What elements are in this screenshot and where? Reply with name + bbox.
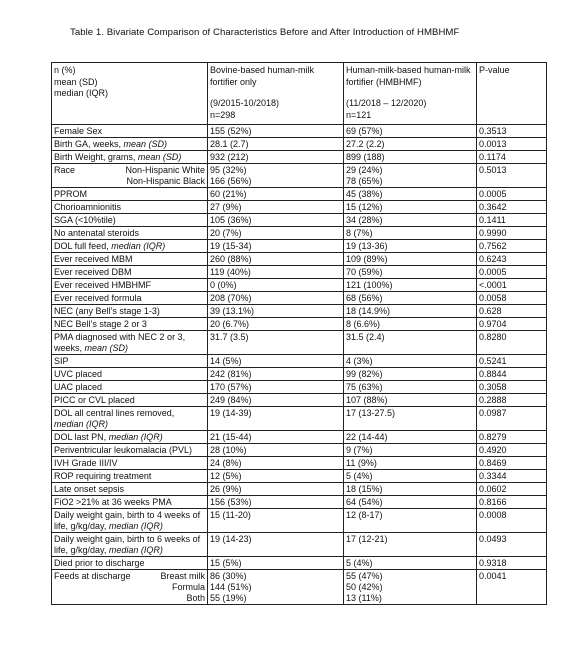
table-row	[52, 496, 547, 509]
hmbhmf-value-cell	[344, 151, 477, 164]
p-value-cell: 0.3344	[477, 470, 547, 483]
hmbhmf-value-cell	[344, 394, 477, 407]
p-value-cell: 0.3513	[477, 125, 547, 138]
table-row	[52, 509, 547, 533]
table-row	[52, 266, 547, 279]
hmbhmf-value-cell	[344, 318, 477, 331]
hmbhmf-value: 5 (4%)	[346, 471, 373, 481]
hmbhmf-value: 31.5 (2.4)	[346, 332, 385, 342]
row-label: Birth GA, weeks,	[54, 139, 124, 149]
bovine-value: 0 (0%)	[210, 280, 237, 290]
row-label: SGA (<10%tile)	[54, 215, 116, 225]
header-p-value: P-value	[477, 63, 547, 125]
row-label-cell	[52, 201, 208, 214]
bovine-value-cell	[208, 318, 344, 331]
bovine-value-cell	[208, 444, 344, 457]
bovine-value-cell	[208, 483, 344, 496]
hmbhmf-value-cell	[344, 292, 477, 305]
bovine-value: 19 (14-39)	[210, 408, 252, 418]
p-value-cell: 0.8166	[477, 496, 547, 509]
row-label-cell	[52, 381, 208, 394]
bovine-value: 60 (21%)	[210, 189, 247, 199]
bovine-value-cell	[208, 253, 344, 266]
bovine-value: 12 (5%)	[210, 471, 242, 481]
bovine-value-cell	[208, 407, 344, 431]
p-value-cell: 0.8844	[477, 368, 547, 381]
row-label-cell	[52, 331, 208, 355]
hmbhmf-value: 15 (12%)	[346, 202, 383, 212]
row-label-cell	[52, 151, 208, 164]
hmbhmf-value-cell	[344, 138, 477, 151]
bovine-value: 28 (10%)	[210, 445, 247, 455]
row-label-cell	[52, 292, 208, 305]
hmbhmf-value: 13 (11%)	[346, 593, 382, 603]
hmbhmf-value-cell	[344, 253, 477, 266]
bovine-value-cell	[208, 470, 344, 483]
bovine-value: 95 (32%)	[210, 165, 247, 175]
bovine-value-cell	[208, 496, 344, 509]
bovine-value: 170 (57%)	[210, 382, 252, 392]
table-row	[52, 125, 547, 138]
hmbhmf-value: 12 (8-17)	[346, 510, 383, 520]
row-label: Chorioamnionitis	[54, 202, 122, 212]
row-label: PMA diagnosed with NEC 2 or 3, weeks,	[54, 332, 186, 353]
table-row	[52, 557, 547, 570]
row-label-cell	[52, 355, 208, 368]
hmbhmf-value-cell	[344, 483, 477, 496]
row-label: DOL all central lines removed,	[54, 408, 175, 418]
table-row	[52, 457, 547, 470]
bovine-value: 26 (9%)	[210, 484, 242, 494]
row-label: Birth Weight, grams,	[54, 152, 138, 162]
header-bovine-dates: (9/2015-10/2018)	[210, 98, 280, 109]
table-row	[52, 570, 547, 605]
row-label: DOL full feed,	[54, 241, 112, 251]
bovine-value-cell	[208, 457, 344, 470]
row-label-cell	[52, 496, 208, 509]
hmbhmf-value: 64 (54%)	[346, 497, 383, 507]
bovine-value: 15 (11-20)	[210, 510, 251, 520]
bovine-value: 156 (53%)	[210, 497, 252, 507]
bovine-value: 260 (88%)	[210, 254, 252, 264]
table-row	[52, 214, 547, 227]
bovine-value-cell	[208, 331, 344, 355]
row-label: IVH Grade III/IV	[54, 458, 118, 468]
table-row	[52, 381, 547, 394]
table-caption: Table 1. Bivariate Comparison of Characteristics Before and After Introduction of HMBHMF	[70, 27, 460, 38]
row-label-cell	[52, 188, 208, 201]
p-value-cell: 0.3058	[477, 381, 547, 394]
hmbhmf-value-cell	[344, 470, 477, 483]
header-bovine-n: n=298	[210, 109, 236, 120]
table-header-row	[52, 63, 547, 125]
p-value-cell: 0.0602	[477, 483, 547, 496]
row-label-cell	[52, 318, 208, 331]
hmbhmf-value: 17 (12-21)	[346, 534, 388, 544]
hmbhmf-value: 19 (13-36)	[346, 241, 388, 251]
row-label-cell	[52, 214, 208, 227]
bovine-value: 932 (212)	[210, 152, 249, 162]
row-label: UAC placed	[54, 382, 103, 392]
row-label-cell	[52, 394, 208, 407]
header-hmbhmf	[344, 63, 477, 125]
bovine-value: 55 (19%)	[210, 593, 247, 603]
table-row	[52, 394, 547, 407]
table-row	[52, 483, 547, 496]
row-label-cell	[52, 431, 208, 444]
row-label: Race	[54, 165, 76, 175]
row-label: SIP	[54, 356, 69, 366]
bovine-value: 86 (30%)	[210, 571, 247, 581]
hmbhmf-value: 55 (47%)	[346, 571, 383, 581]
table-row	[52, 253, 547, 266]
row-label-stat: mean (SD)	[137, 152, 182, 162]
hmbhmf-value-cell	[344, 368, 477, 381]
bovine-value-cell	[208, 125, 344, 138]
hmbhmf-value-cell	[344, 214, 477, 227]
bovine-value-cell	[208, 138, 344, 151]
bovine-value-cell	[208, 201, 344, 214]
row-label-cell	[52, 533, 208, 557]
p-value-cell: 0.5013	[477, 164, 547, 188]
hmbhmf-value-cell	[344, 381, 477, 394]
p-value-cell: 0.0008	[477, 509, 547, 533]
hmbhmf-value: 45 (38%)	[346, 189, 383, 199]
row-label-cell	[52, 305, 208, 318]
table-row	[52, 355, 547, 368]
bovine-value-cell	[208, 509, 344, 533]
row-label: Periventricular leukomalacia (PVL)	[54, 445, 193, 455]
row-label: PPROM	[54, 189, 88, 199]
row-label-stat: mean (SD)	[84, 343, 129, 353]
bovine-value: 19 (14-23)	[210, 534, 252, 544]
table-row	[52, 318, 547, 331]
hmbhmf-value: 899 (188)	[346, 152, 385, 162]
p-value-cell: 0.3642	[477, 201, 547, 214]
row-sublabel: Both	[186, 593, 205, 603]
table-row	[52, 201, 547, 214]
table-row	[52, 368, 547, 381]
row-label: DOL last PN,	[54, 432, 109, 442]
hmbhmf-value-cell	[344, 444, 477, 457]
hmbhmf-value-cell	[344, 125, 477, 138]
row-label-cell	[52, 444, 208, 457]
table-row	[52, 431, 547, 444]
table-row	[52, 444, 547, 457]
comparison-table	[51, 62, 547, 605]
row-label-stat: median (IQR)	[108, 545, 163, 555]
row-sublabel: Breast milk	[160, 571, 205, 581]
p-value-cell: 0.2888	[477, 394, 547, 407]
hmbhmf-value-cell	[344, 457, 477, 470]
bovine-value: 31.7 (3.5)	[210, 332, 249, 342]
hmbhmf-value-cell	[344, 331, 477, 355]
p-value-cell: 0.4920	[477, 444, 547, 457]
row-label-stat: median (IQR)	[108, 521, 163, 531]
bovine-value-cell	[208, 188, 344, 201]
row-label-cell	[52, 509, 208, 533]
hmbhmf-value: 70 (59%)	[346, 267, 383, 277]
row-label: Died prior to discharge	[54, 558, 145, 568]
row-label-cell	[52, 407, 208, 431]
row-sublabel: Non-Hispanic Black	[126, 176, 205, 186]
hmbhmf-value-cell	[344, 266, 477, 279]
p-value-cell: 0.0058	[477, 292, 547, 305]
row-label: Ever received DBM	[54, 267, 132, 277]
row-label-cell	[52, 470, 208, 483]
table-row	[52, 292, 547, 305]
p-value-cell: 0.628	[477, 305, 547, 318]
p-value-cell: 0.9990	[477, 227, 547, 240]
p-value-cell: 0.8279	[477, 431, 547, 444]
p-value-cell: 0.0041	[477, 570, 547, 605]
header-hmbhmf-name: Human-milk-based human-milk fortifier (HMBHMF)	[346, 65, 471, 87]
bovine-value: 27 (9%)	[210, 202, 242, 212]
row-label-cell	[52, 125, 208, 138]
row-label: UVC placed	[54, 369, 103, 379]
table-row	[52, 240, 547, 253]
hmbhmf-value-cell	[344, 570, 477, 605]
header-legend-median: median (IQR)	[54, 88, 109, 99]
hmbhmf-value: 17 (13-27.5)	[346, 408, 396, 418]
hmbhmf-value-cell	[344, 227, 477, 240]
bovine-value: 19 (15-34)	[210, 241, 252, 251]
hmbhmf-value: 68 (56%)	[346, 293, 383, 303]
p-value-cell: 0.8469	[477, 457, 547, 470]
hmbhmf-value: 75 (63%)	[346, 382, 383, 392]
table-row	[52, 533, 547, 557]
row-label-stat: median (IQR)	[111, 241, 166, 251]
hmbhmf-value: 18 (14.9%)	[346, 306, 391, 316]
hmbhmf-value-cell	[344, 240, 477, 253]
hmbhmf-value: 9 (7%)	[346, 445, 373, 455]
bovine-value-cell	[208, 533, 344, 557]
row-label-cell	[52, 240, 208, 253]
p-value-cell: <.0001	[477, 279, 547, 292]
bovine-value: 119 (40%)	[210, 267, 251, 277]
hmbhmf-value-cell	[344, 164, 477, 188]
table-row	[52, 279, 547, 292]
header-legend-mean: mean (SD)	[54, 76, 98, 87]
row-label: No antenatal steroids	[54, 228, 140, 238]
bovine-value-cell	[208, 355, 344, 368]
bovine-value: 28.1 (2.7)	[210, 139, 249, 149]
bovine-value: 166 (56%)	[210, 176, 252, 186]
bovine-value: 20 (6.7%)	[210, 319, 250, 329]
row-label-stat: mean (SD)	[123, 139, 168, 149]
hmbhmf-value-cell	[344, 305, 477, 318]
bovine-value-cell	[208, 279, 344, 292]
bovine-value-cell	[208, 431, 344, 444]
hmbhmf-value-cell	[344, 201, 477, 214]
hmbhmf-value: 4 (3%)	[346, 356, 373, 366]
hmbhmf-value-cell	[344, 557, 477, 570]
row-sublabel: Formula	[171, 582, 205, 592]
row-label-stat: median (IQR)	[108, 432, 163, 442]
header-bovine-name: Bovine-based human-milk fortifier only	[210, 65, 315, 87]
row-label: FiO2 >21% at 36 weeks PMA	[54, 497, 172, 507]
hmbhmf-value-cell	[344, 496, 477, 509]
hmbhmf-value: 99 (82%)	[346, 369, 383, 379]
bovine-value-cell	[208, 214, 344, 227]
row-sublabel: Non-Hispanic White	[125, 165, 205, 175]
bovine-value: 39 (13.1%)	[210, 306, 255, 316]
header-bovine	[208, 63, 344, 125]
p-value-cell: 0.0493	[477, 533, 547, 557]
row-label-cell	[52, 557, 208, 570]
hmbhmf-value: 109 (89%)	[346, 254, 388, 264]
p-value-cell: 0.8280	[477, 331, 547, 355]
row-label: NEC (any Bell’s stage 1-3)	[54, 306, 160, 316]
row-label-stat: median (IQR)	[54, 419, 109, 429]
p-value-cell: 0.1411	[477, 214, 547, 227]
row-label: Ever received HMBHMF	[54, 280, 152, 290]
hmbhmf-value: 69 (57%)	[346, 126, 383, 136]
bovine-value: 155 (52%)	[210, 126, 252, 136]
bovine-value: 144 (51%)	[210, 582, 252, 592]
hmbhmf-value: 121 (100%)	[346, 280, 393, 290]
row-label-cell	[52, 253, 208, 266]
bovine-value: 15 (5%)	[210, 558, 242, 568]
row-label-cell	[52, 227, 208, 240]
bovine-value: 208 (70%)	[210, 293, 252, 303]
row-label: Ever received formula	[54, 293, 142, 303]
hmbhmf-value: 18 (15%)	[346, 484, 383, 494]
hmbhmf-value: 22 (14-44)	[346, 432, 388, 442]
row-label-cell	[52, 266, 208, 279]
p-value-cell: 0.0005	[477, 188, 547, 201]
bovine-value: 249 (84%)	[210, 395, 252, 405]
table-row	[52, 305, 547, 318]
table-row	[52, 407, 547, 431]
hmbhmf-value: 78 (65%)	[346, 176, 383, 186]
bovine-value-cell	[208, 151, 344, 164]
bovine-value-cell	[208, 292, 344, 305]
header-hmbhmf-n: n=121	[346, 109, 372, 120]
row-label: Late onset sepsis	[54, 484, 125, 494]
bovine-value-cell	[208, 227, 344, 240]
bovine-value-cell	[208, 394, 344, 407]
table-row	[52, 138, 547, 151]
hmbhmf-value: 107 (88%)	[346, 395, 388, 405]
table-row	[52, 188, 547, 201]
header-hmbhmf-dates: (11/2018 – 12/2020)	[346, 98, 427, 109]
bovine-value: 24 (8%)	[210, 458, 242, 468]
row-label-cell	[52, 279, 208, 292]
hmbhmf-value-cell	[344, 533, 477, 557]
p-value-cell: 0.9318	[477, 557, 547, 570]
hmbhmf-value: 5 (4%)	[346, 558, 373, 568]
hmbhmf-value: 34 (28%)	[346, 215, 383, 225]
table-row	[52, 331, 547, 355]
header-stat-legend	[52, 63, 208, 125]
hmbhmf-value: 27.2 (2.2)	[346, 139, 385, 149]
row-label: ROP requiring treatment	[54, 471, 152, 481]
p-value-cell: 0.7562	[477, 240, 547, 253]
p-value-cell: 0.5241	[477, 355, 547, 368]
bovine-value: 105 (36%)	[210, 215, 252, 225]
bovine-value-cell	[208, 266, 344, 279]
hmbhmf-value-cell	[344, 431, 477, 444]
p-value-cell: 0.0987	[477, 407, 547, 431]
row-label-cell	[52, 483, 208, 496]
p-value-cell: 0.0013	[477, 138, 547, 151]
bovine-value-cell	[208, 570, 344, 605]
hmbhmf-value: 50 (42%)	[346, 582, 383, 592]
table-row	[52, 164, 547, 188]
row-label: Ever received MBM	[54, 254, 133, 264]
row-label: NEC Bell’s stage 2 or 3	[54, 319, 147, 329]
row-label-cell	[52, 164, 208, 188]
hmbhmf-value-cell	[344, 355, 477, 368]
row-label: Female Sex	[54, 126, 103, 136]
bovine-value-cell	[208, 557, 344, 570]
row-label: Daily weight gain, birth to 4 weeks of life, g/kg/day,	[54, 510, 201, 531]
row-label-cell	[52, 570, 208, 605]
row-label: Daily weight gain, birth to 6 weeks of life, g/kg/day,	[54, 534, 201, 555]
hmbhmf-value: 11 (9%)	[346, 458, 377, 468]
row-label-cell	[52, 368, 208, 381]
hmbhmf-value-cell	[344, 509, 477, 533]
bovine-value-cell	[208, 368, 344, 381]
row-label: PICC or CVL placed	[54, 395, 135, 405]
hmbhmf-value: 8 (6.6%)	[346, 319, 381, 329]
p-value-cell: 0.6243	[477, 253, 547, 266]
bovine-value-cell	[208, 381, 344, 394]
bovine-value-cell	[208, 164, 344, 188]
bovine-value-cell	[208, 240, 344, 253]
hmbhmf-value: 29 (24%)	[346, 165, 383, 175]
row-label-cell	[52, 457, 208, 470]
header-legend-n: n (%)	[54, 65, 76, 75]
p-value-cell: 0.9704	[477, 318, 547, 331]
row-label-cell	[52, 138, 208, 151]
hmbhmf-value-cell	[344, 407, 477, 431]
p-value-cell: 0.0005	[477, 266, 547, 279]
hmbhmf-value: 8 (7%)	[346, 228, 373, 238]
bovine-value: 21 (15-44)	[210, 432, 252, 442]
bovine-value-cell	[208, 305, 344, 318]
bovine-value: 20 (7%)	[210, 228, 242, 238]
hmbhmf-value-cell	[344, 279, 477, 292]
p-value-cell: 0.1174	[477, 151, 547, 164]
table-row	[52, 151, 547, 164]
table-row	[52, 470, 547, 483]
bovine-value: 242 (81%)	[210, 369, 252, 379]
table-row	[52, 227, 547, 240]
hmbhmf-value-cell	[344, 188, 477, 201]
bovine-value: 14 (5%)	[210, 356, 242, 366]
row-label: Feeds at discharge	[54, 571, 131, 581]
